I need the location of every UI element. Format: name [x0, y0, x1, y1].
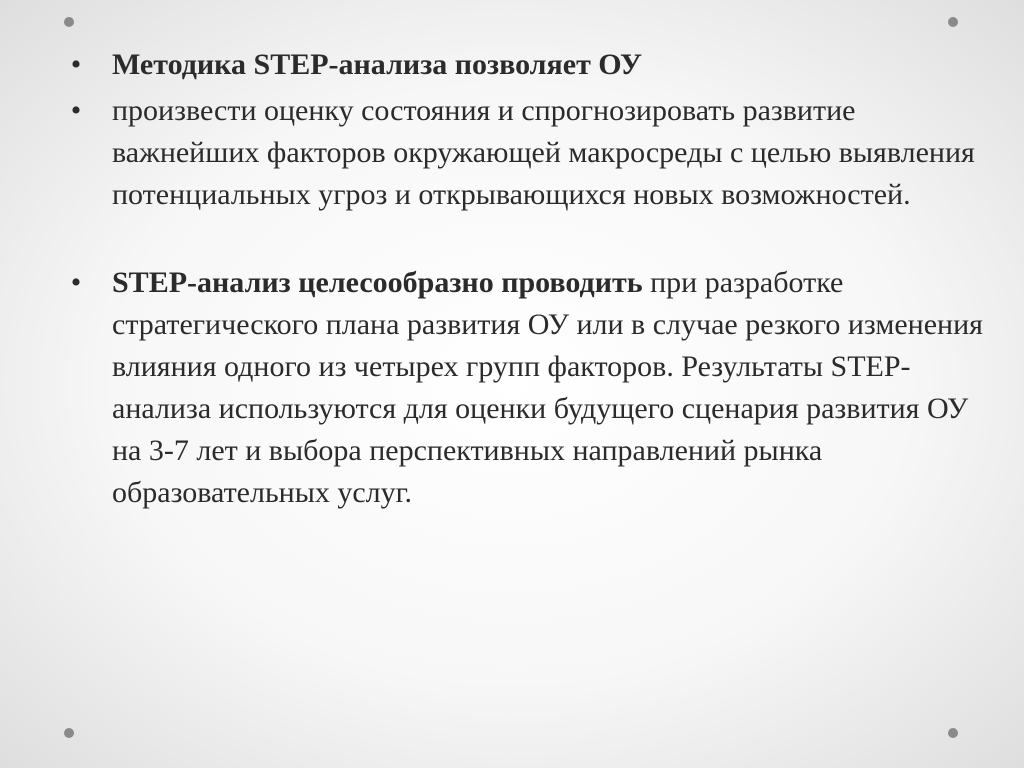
- corner-dot-bottom-left: [64, 728, 74, 738]
- corner-dot-top-right: [948, 17, 958, 27]
- bullet-lead-3: STEP-анализ целесообразно проводить: [112, 266, 643, 299]
- bullet-item-3: [64, 262, 984, 514]
- bullet-text-3: при разработке стратегического плана развития ОУ или в случае резкого изменения влияния одного из четырех групп факторов. Результаты STEP-анализа используются для оценки будущего сценария развития ОУ на 3-7 лет и выбора перспективных направлений рынка образовательных услуг.: [112, 266, 983, 509]
- bullet-dot-icon: •: [70, 266, 82, 299]
- bullet-dot-icon: •: [70, 94, 82, 127]
- bullet-text-2: произвести оценку состояния и спрогнозировать развитие важнейших факторов окружающей макросреды с целью выявления потенциальных угроз и открывающихся новых возможностей.: [112, 94, 975, 211]
- bullet-item-1: [64, 44, 984, 86]
- corner-dot-top-left: [64, 17, 74, 27]
- bullet-dot-icon: •: [70, 48, 82, 81]
- bullet-text-1: Методика STEP-анализа позволяет ОУ: [112, 48, 642, 81]
- bullet-item-2: [64, 90, 984, 216]
- corner-dot-bottom-right: [948, 728, 958, 738]
- slide-content: [64, 40, 984, 514]
